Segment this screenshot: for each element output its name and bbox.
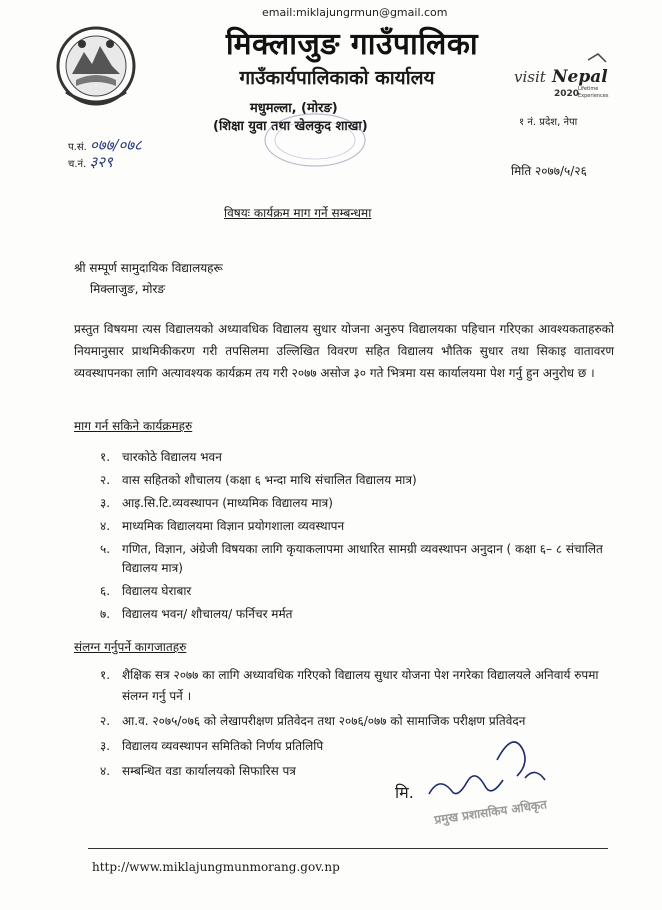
- item-number: ५.: [100, 542, 111, 556]
- list-item: [100, 517, 620, 536]
- item-number: ४.: [100, 519, 111, 533]
- list-item: [100, 665, 620, 707]
- officer-stamp-text: प्रमुख प्रशासकिय अधिकृत: [433, 797, 548, 827]
- visit-word: visit: [514, 68, 546, 86]
- nepal-emblem-icon: [52, 22, 140, 114]
- office-subtitle: गाउँकार्यपालिकाको कार्यालय: [239, 67, 435, 89]
- list-item: [100, 605, 620, 624]
- pa-label: प.सं.: [68, 142, 87, 153]
- item-number: ४.: [100, 764, 111, 778]
- body-paragraph: प्रस्तुत विषयमा त्यस विद्यालयको अध्यावधिक विद्यालय सुधार योजना अनुरुप विद्यालयका पहिचान गरिएका आवश्यकताहरुको नियमानुसार प्राथमिकीकरण गरी तपसिलमा उल्लिखित विवरण सहित विद्यालय भौतिक सुधार तथा सिकाइ वातावरण व्यवस्थापनका लागि अत्यावश्यक कार्यक्रम तय गरी २०७७ असोज ३० गते भित्रमा यस कार्यालयमा पेश गर्नु हुन अनुरोध छ ।: [74, 322, 614, 380]
- documents-heading: संलग्न गर्नुपर्ने कागजातहरु: [74, 640, 187, 654]
- cha-value: ३२९: [89, 153, 113, 171]
- item-text: चारकोठे विद्यालय भवन: [122, 450, 222, 464]
- item-text: गणित, विज्ञान, अंग्रेजी विषयका लागि कृयाकलापमा आधारित सामग्री व्यवस्थापन अनुदान ( कक्षा ६– ८ संचालित विद्यालय मात्र): [122, 542, 603, 575]
- nepal-word: Nepal: [552, 67, 608, 87]
- item-text: आइ.सि.टि.व्यवस्थापन (माध्यमिक विद्यालय मात्र): [122, 496, 333, 510]
- visit-tag2: Experiences: [578, 93, 609, 99]
- officer-signature: [395, 720, 595, 830]
- header-email: email:miklajungrmun@gmail.com: [262, 6, 448, 19]
- item-number: १.: [100, 668, 111, 682]
- programs-heading: माग गर्न सकिने कार्यक्रमहरु: [74, 419, 193, 433]
- item-number: ३.: [100, 496, 111, 510]
- visit-tag1: Lifetime: [578, 86, 599, 92]
- list-item: [100, 582, 620, 601]
- pa-value: ०७७/०७८: [90, 136, 142, 154]
- letter-cha-row: [68, 155, 142, 172]
- item-text: विद्यालय घेराबार: [122, 584, 192, 598]
- footer-divider: [88, 848, 608, 849]
- recipient-line-1: श्री सम्पूर्ण सामुदायिक विद्यालयहरू: [74, 261, 223, 275]
- list-item: [100, 494, 620, 513]
- letter-date: मिति २०७७/५/२६: [511, 164, 587, 178]
- cha-label: च.नं.: [68, 159, 87, 170]
- item-text: वास सहितको शौचालय (कक्षा ६ भन्दा माथि संचालित विद्यालय मात्र): [122, 473, 417, 487]
- recipient-line-2: मिक्लाजुङ, मोरङ: [90, 282, 166, 296]
- visit-nepal-logo: [510, 52, 610, 102]
- item-text: विद्यालय भवन/ शौचालय/ फर्निचर मर्मत: [122, 607, 293, 621]
- item-number: २.: [100, 473, 111, 487]
- office-stamp-icon: [260, 112, 370, 172]
- item-number: ७.: [100, 607, 111, 621]
- item-text: विद्यालय व्यवस्थापन समितिको निर्णय प्रतिलिपि: [122, 739, 324, 753]
- municipality-title: मिक्लाजुङ गाउँपालिका: [225, 27, 479, 62]
- list-item: [100, 471, 620, 490]
- reference-block: [68, 138, 142, 172]
- item-text: शैक्षिक सत्र २०७७ का लागि अध्यावधिक गरिएको विद्यालय सुधार योजना पेश नगरेका विद्यालयले अनिवार्य रुपमा संलग्न गर्नु पर्ने ।: [122, 668, 599, 703]
- item-text: माध्यमिक विद्यालयमा विज्ञान प्रयोगशाला व्यवस्थापन: [122, 519, 345, 533]
- footer-url: http://www.miklajungmunmorang.gov.np: [92, 860, 340, 874]
- item-text: आ.व. २०७५/०७६ को लेखापरीक्षण प्रतिवेदन तथा २०७६/०७७ को सामाजिक परीक्षण प्रतिवेदन: [122, 714, 526, 728]
- programs-list: [100, 448, 620, 628]
- item-number: १.: [100, 450, 111, 464]
- visit-year: 2020: [554, 89, 580, 99]
- branch-name: (शिक्षा युवा तथा खेलकुद शाखा): [213, 119, 368, 134]
- letter-subject: विषयः कार्यक्रम माग गर्ने सम्बन्धमा: [224, 206, 372, 220]
- item-text: सम्बन्धित वडा कार्यालयको सिफारिस पत्र: [122, 764, 296, 778]
- list-item: [100, 448, 620, 467]
- list-item: [100, 540, 620, 578]
- item-number: ६.: [100, 584, 111, 598]
- signature-prefix: मि.: [395, 783, 414, 802]
- item-number: ३.: [100, 739, 111, 753]
- province-label: १ नं. प्रदेश, नेपा: [519, 117, 578, 128]
- item-number: २.: [100, 714, 111, 728]
- office-address: मधुमल्ला, (मोरङ): [250, 101, 338, 116]
